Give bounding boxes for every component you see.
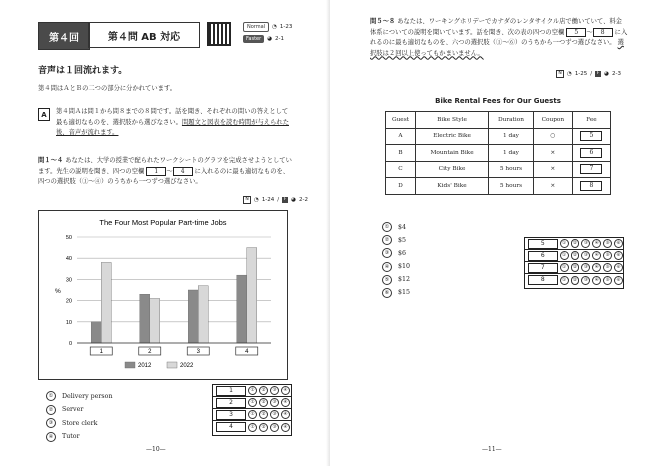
table-cell-guest: B <box>386 145 416 162</box>
answer-row <box>213 421 291 433</box>
option-text: $6 <box>398 249 407 257</box>
table-title: Bike Rental Fees for Our Guests <box>435 97 561 105</box>
blank-box: 1 <box>146 167 166 176</box>
answer-bubble[interactable]: ① <box>560 251 569 260</box>
table-cell-fee <box>572 161 610 178</box>
legend-label: 2022 <box>180 363 194 369</box>
answer-bubble[interactable]: ⑥ <box>614 239 623 248</box>
option-item <box>382 235 410 245</box>
answer-bubble[interactable]: ④ <box>592 263 601 272</box>
option-item <box>382 248 410 258</box>
table-cell-guest: C <box>386 161 416 178</box>
answer-bubble[interactable]: ⑤ <box>603 263 612 272</box>
bar-2012-3 <box>188 290 198 343</box>
question-text-2: に入れるのに最も適切なものを、四つの選択肢（①～④）のうちから一つずつ選びなさい。 <box>38 167 290 185</box>
answer-bubble[interactable]: ③ <box>270 423 279 432</box>
table-header: Guest <box>386 112 416 129</box>
fee-blank-box: 7 <box>580 164 602 174</box>
option-text: $12 <box>398 276 411 284</box>
options-list-left <box>46 391 113 442</box>
answer-bubble[interactable]: ③ <box>270 410 279 419</box>
question-text-2: に入れるのに最も適切なものを、六つの選択肢（①～⑥）のうちから一つずつ選びなさい。 <box>370 28 628 46</box>
table-cell-coupon: × <box>533 178 572 195</box>
answer-bubble[interactable]: ① <box>248 386 257 395</box>
answer-row <box>525 262 623 274</box>
faster-square-icon: F <box>596 71 600 76</box>
part-a-underlined: 問題文と図表を読む時間が与えられた後、音声が流れます。 <box>56 118 289 136</box>
answer-bubble[interactable]: ② <box>259 386 268 395</box>
table-header: Coupon <box>533 112 572 129</box>
answer-number: 3 <box>216 410 246 420</box>
page-number-left: —10— <box>146 446 166 453</box>
answer-bubble[interactable]: ③ <box>270 386 279 395</box>
answer-bubble[interactable]: ⑥ <box>614 276 623 285</box>
question-text-1: あなたは、大学の授業で配られたワークシートのグラフを完成させようとしています。先生の説明を聞き、四つの空欄 <box>38 157 292 175</box>
option-item <box>382 222 410 232</box>
normal-square-icon: N <box>556 70 564 78</box>
table-cell-fee <box>572 145 610 162</box>
speaker-icon: ◔ <box>272 24 277 30</box>
table-cell-duration: 1 day <box>489 128 534 145</box>
track-faster-num: 2-1 <box>275 36 284 42</box>
table-cell-style: Kids' Bike <box>415 178 488 195</box>
answer-bubble[interactable]: ② <box>259 398 268 407</box>
y-tick-label: 30 <box>65 277 72 284</box>
answer-number: 4 <box>216 422 246 432</box>
answer-bubble[interactable]: ④ <box>281 386 290 395</box>
bar-2022-2 <box>150 298 160 343</box>
answer-bubble[interactable]: ⑤ <box>603 239 612 248</box>
table-cell-style: City Bike <box>415 161 488 178</box>
section-number-label: 第４回 <box>38 22 90 50</box>
faster-square-icon: F <box>283 197 287 202</box>
table-header: Bike Style <box>415 112 488 129</box>
answer-bubble[interactable]: ① <box>248 398 257 407</box>
speaker-icon: ◔ <box>254 197 259 203</box>
option-number: ① <box>382 222 392 232</box>
option-item <box>382 262 410 272</box>
question-label: 問１～４ <box>38 157 64 164</box>
answer-bubble[interactable]: ③ <box>581 263 590 272</box>
option-item <box>382 275 410 285</box>
answer-bubble[interactable]: ② <box>571 239 580 248</box>
y-tick-label: 10 <box>65 319 72 326</box>
x-tick-label: 4 <box>245 349 249 355</box>
track-code-2: 2-3 <box>611 71 621 77</box>
answer-bubble[interactable]: ② <box>571 251 580 260</box>
chart-frame <box>38 210 288 380</box>
part-a-label: A <box>38 108 50 121</box>
y-tick-label: 0 <box>68 341 72 347</box>
answer-bubble[interactable]: ④ <box>281 398 290 407</box>
track-normal-num: 1-23 <box>279 24 293 30</box>
table-cell-duration: 1 day <box>489 145 534 162</box>
part-a-text: 第４問Ａは問１から問８までの８問です。話を聞き、それぞれの問いの答えとして最も適切なものを、選択肢から選びなさい。 <box>56 108 289 126</box>
answer-grid-right <box>524 237 624 289</box>
question-text-1: あなたは、ワーキングホリデーでカナダのレンタサイクル店で働いていて、料金体系についての説明を聞いています。話を聞き、次の表の四つの空欄 <box>370 18 622 36</box>
table-header: Fee <box>572 112 610 129</box>
question-5-8: 問５～８ あなたは、ワーキングホリデーでカナダのレンタサイクル店で働いていて、料金体系についての説明を聞いています。話を聞き、次の表の四つの空欄 5 ～ 8 に入れるのに最も適切なものを、六つの選択肢（①～⑥）のうちから一つずつ選びなさい。 選択肢は２回以上使ってもかまいません。 <box>370 18 628 57</box>
answer-bubble[interactable]: ⑤ <box>603 251 612 260</box>
x-tick-label: 2 <box>148 349 152 355</box>
bar-2022-3 <box>198 286 208 343</box>
answer-bubble[interactable]: ② <box>571 263 580 272</box>
answer-number: 2 <box>216 398 246 408</box>
track-normal[interactable] <box>243 22 292 32</box>
normal-tag: Normal <box>243 22 269 32</box>
table-cell-duration: 5 hours <box>489 161 534 178</box>
answer-number: 7 <box>528 263 558 273</box>
table-row <box>386 145 611 162</box>
answer-bubble[interactable]: ③ <box>581 251 590 260</box>
answer-bubble[interactable]: ① <box>560 263 569 272</box>
legend-swatch <box>167 362 177 368</box>
table-row <box>386 161 611 178</box>
table-row <box>386 178 611 195</box>
chart-title: The Four Most Popular Part-time Jobs <box>99 218 227 227</box>
fee-blank-box: 6 <box>580 148 602 158</box>
answer-bubble[interactable]: ② <box>259 423 268 432</box>
table-cell-coupon: ○ <box>533 128 572 145</box>
fees-table <box>385 111 611 195</box>
y-tick-label: 20 <box>65 298 72 305</box>
question-track[interactable]: N ◔ 1-25 / F ◕ 2-3 <box>556 70 621 78</box>
bar-2012-1 <box>91 322 101 343</box>
speaker-icon: ◕ <box>604 71 609 77</box>
y-tick-label: 50 <box>65 235 72 241</box>
bar-2012-2 <box>140 294 150 343</box>
table-cell-fee <box>572 128 610 145</box>
fee-blank-box: 8 <box>580 181 602 191</box>
y-tick-label: 40 <box>65 256 72 263</box>
x-tick-label: 1 <box>99 349 103 355</box>
option-number: ⑤ <box>382 275 392 285</box>
track-code-2: 2-2 <box>298 197 308 203</box>
intro-text: 第４問はＡとＢの二つの部分に分かれています。 <box>38 85 177 92</box>
option-number: ② <box>46 405 56 415</box>
option-number: ④ <box>382 262 392 272</box>
answer-row <box>213 409 291 421</box>
y-axis-label: % <box>55 288 61 295</box>
option-item <box>46 405 113 415</box>
answer-bubble[interactable]: ⑤ <box>603 276 612 285</box>
legend-label: 2012 <box>138 363 152 369</box>
table-cell-guest: A <box>386 128 416 145</box>
option-text: $5 <box>398 236 407 244</box>
table-cell-style: Mountain Bike <box>415 145 488 162</box>
bar-2012-4 <box>237 275 247 343</box>
answer-bubble[interactable]: ③ <box>270 398 279 407</box>
option-item <box>46 432 113 442</box>
answer-number: 6 <box>528 251 558 261</box>
option-item <box>46 418 113 428</box>
answer-row <box>213 385 291 397</box>
answer-bubble[interactable]: ④ <box>592 276 601 285</box>
track-faster[interactable] <box>243 35 292 43</box>
option-number: ③ <box>382 248 392 258</box>
part-a-instructions <box>56 107 294 139</box>
question-underlined: 選択肢は２回以上使ってもかまいません。 <box>370 39 624 57</box>
option-item <box>46 391 113 401</box>
answer-number: 5 <box>528 239 558 249</box>
normal-square-icon: N <box>243 196 251 204</box>
speaker-icon: ◕ <box>291 197 296 203</box>
option-text: Server <box>62 406 84 413</box>
bar-2022-1 <box>101 262 111 343</box>
answer-bubble[interactable]: ③ <box>581 276 590 285</box>
bar-chart <box>39 211 287 379</box>
speaker-icon: ◕ <box>267 36 272 42</box>
option-number: ③ <box>46 418 56 428</box>
option-text: $10 <box>398 263 411 271</box>
option-text: $4 <box>398 223 407 231</box>
answer-bubble[interactable]: ⑥ <box>614 251 623 260</box>
track-code: 1-25 <box>574 71 588 77</box>
table-row <box>386 128 611 145</box>
blank-box: 4 <box>173 167 193 176</box>
answer-row <box>525 274 623 286</box>
option-text: Store clerk <box>62 419 98 427</box>
answer-bubble[interactable]: ① <box>248 410 257 419</box>
blank-box: 5 <box>566 28 586 37</box>
answer-number: 8 <box>528 275 558 285</box>
answer-bubble[interactable]: ⑥ <box>614 263 623 272</box>
table-cell-style: Electric Bike <box>415 128 488 145</box>
answer-bubble[interactable]: ② <box>259 410 268 419</box>
answer-number: 1 <box>216 386 246 396</box>
answer-grid-left <box>212 384 292 436</box>
option-number: ⑥ <box>382 288 392 298</box>
legend-swatch <box>125 362 135 368</box>
x-tick-label: 3 <box>196 349 200 355</box>
section-title: 第４問 AB 対応 <box>88 22 200 48</box>
table-header: Duration <box>489 112 534 129</box>
track-code: 1-24 <box>261 197 275 203</box>
option-number: ② <box>382 235 392 245</box>
answer-row <box>525 250 623 262</box>
question-label: 問５～８ <box>370 18 396 25</box>
answer-row <box>525 238 623 250</box>
option-number: ④ <box>46 432 56 442</box>
option-item <box>382 288 410 298</box>
answer-bubble[interactable]: ① <box>560 239 569 248</box>
question-track[interactable]: N ◔ 1-24 / F ◕ 2-2 <box>243 196 308 204</box>
audio-heading: 音声は１回流れます。 <box>38 66 128 76</box>
table-cell-fee <box>572 178 610 195</box>
table-cell-coupon: × <box>533 161 572 178</box>
options-list-right <box>382 222 410 298</box>
question-1-4: 問１～４ あなたは、大学の授業で配られたワークシートのグラフを完成させようとしています。先生の説明を聞き、四つの空欄 1 ～ 4 に入れるのに最も適切なものを、四つの選択肢（①～④）のうちから一つずつ選びなさい。 <box>38 157 292 185</box>
speaker-icon: ◔ <box>567 71 572 77</box>
answer-row <box>213 397 291 409</box>
option-text: $15 <box>398 289 411 297</box>
faster-tag: Faster <box>243 35 264 43</box>
option-number: ① <box>46 391 56 401</box>
answer-bubble[interactable]: ④ <box>281 423 290 432</box>
answer-bubble[interactable]: ④ <box>592 251 601 260</box>
audio-tracks <box>243 22 292 43</box>
answer-bubble[interactable]: ④ <box>281 410 290 419</box>
answer-bubble[interactable]: ② <box>571 276 580 285</box>
answer-bubble[interactable]: ① <box>248 423 257 432</box>
answer-bubble[interactable]: ① <box>560 276 569 285</box>
table-cell-duration: 5 hours <box>489 178 534 195</box>
table-cell-guest: D <box>386 178 416 195</box>
answer-bubble[interactable]: ③ <box>581 239 590 248</box>
blank-box: 8 <box>593 28 613 37</box>
option-text: Tutor <box>62 433 80 440</box>
option-text: Delivery person <box>62 392 113 400</box>
table-cell-coupon: × <box>533 145 572 162</box>
answer-bubble[interactable]: ④ <box>592 239 601 248</box>
page-number-right: —11— <box>482 446 502 453</box>
qr-code[interactable] <box>207 22 231 46</box>
bar-2022-4 <box>247 248 257 343</box>
right-page <box>330 0 660 466</box>
fee-blank-box: 5 <box>580 131 602 141</box>
